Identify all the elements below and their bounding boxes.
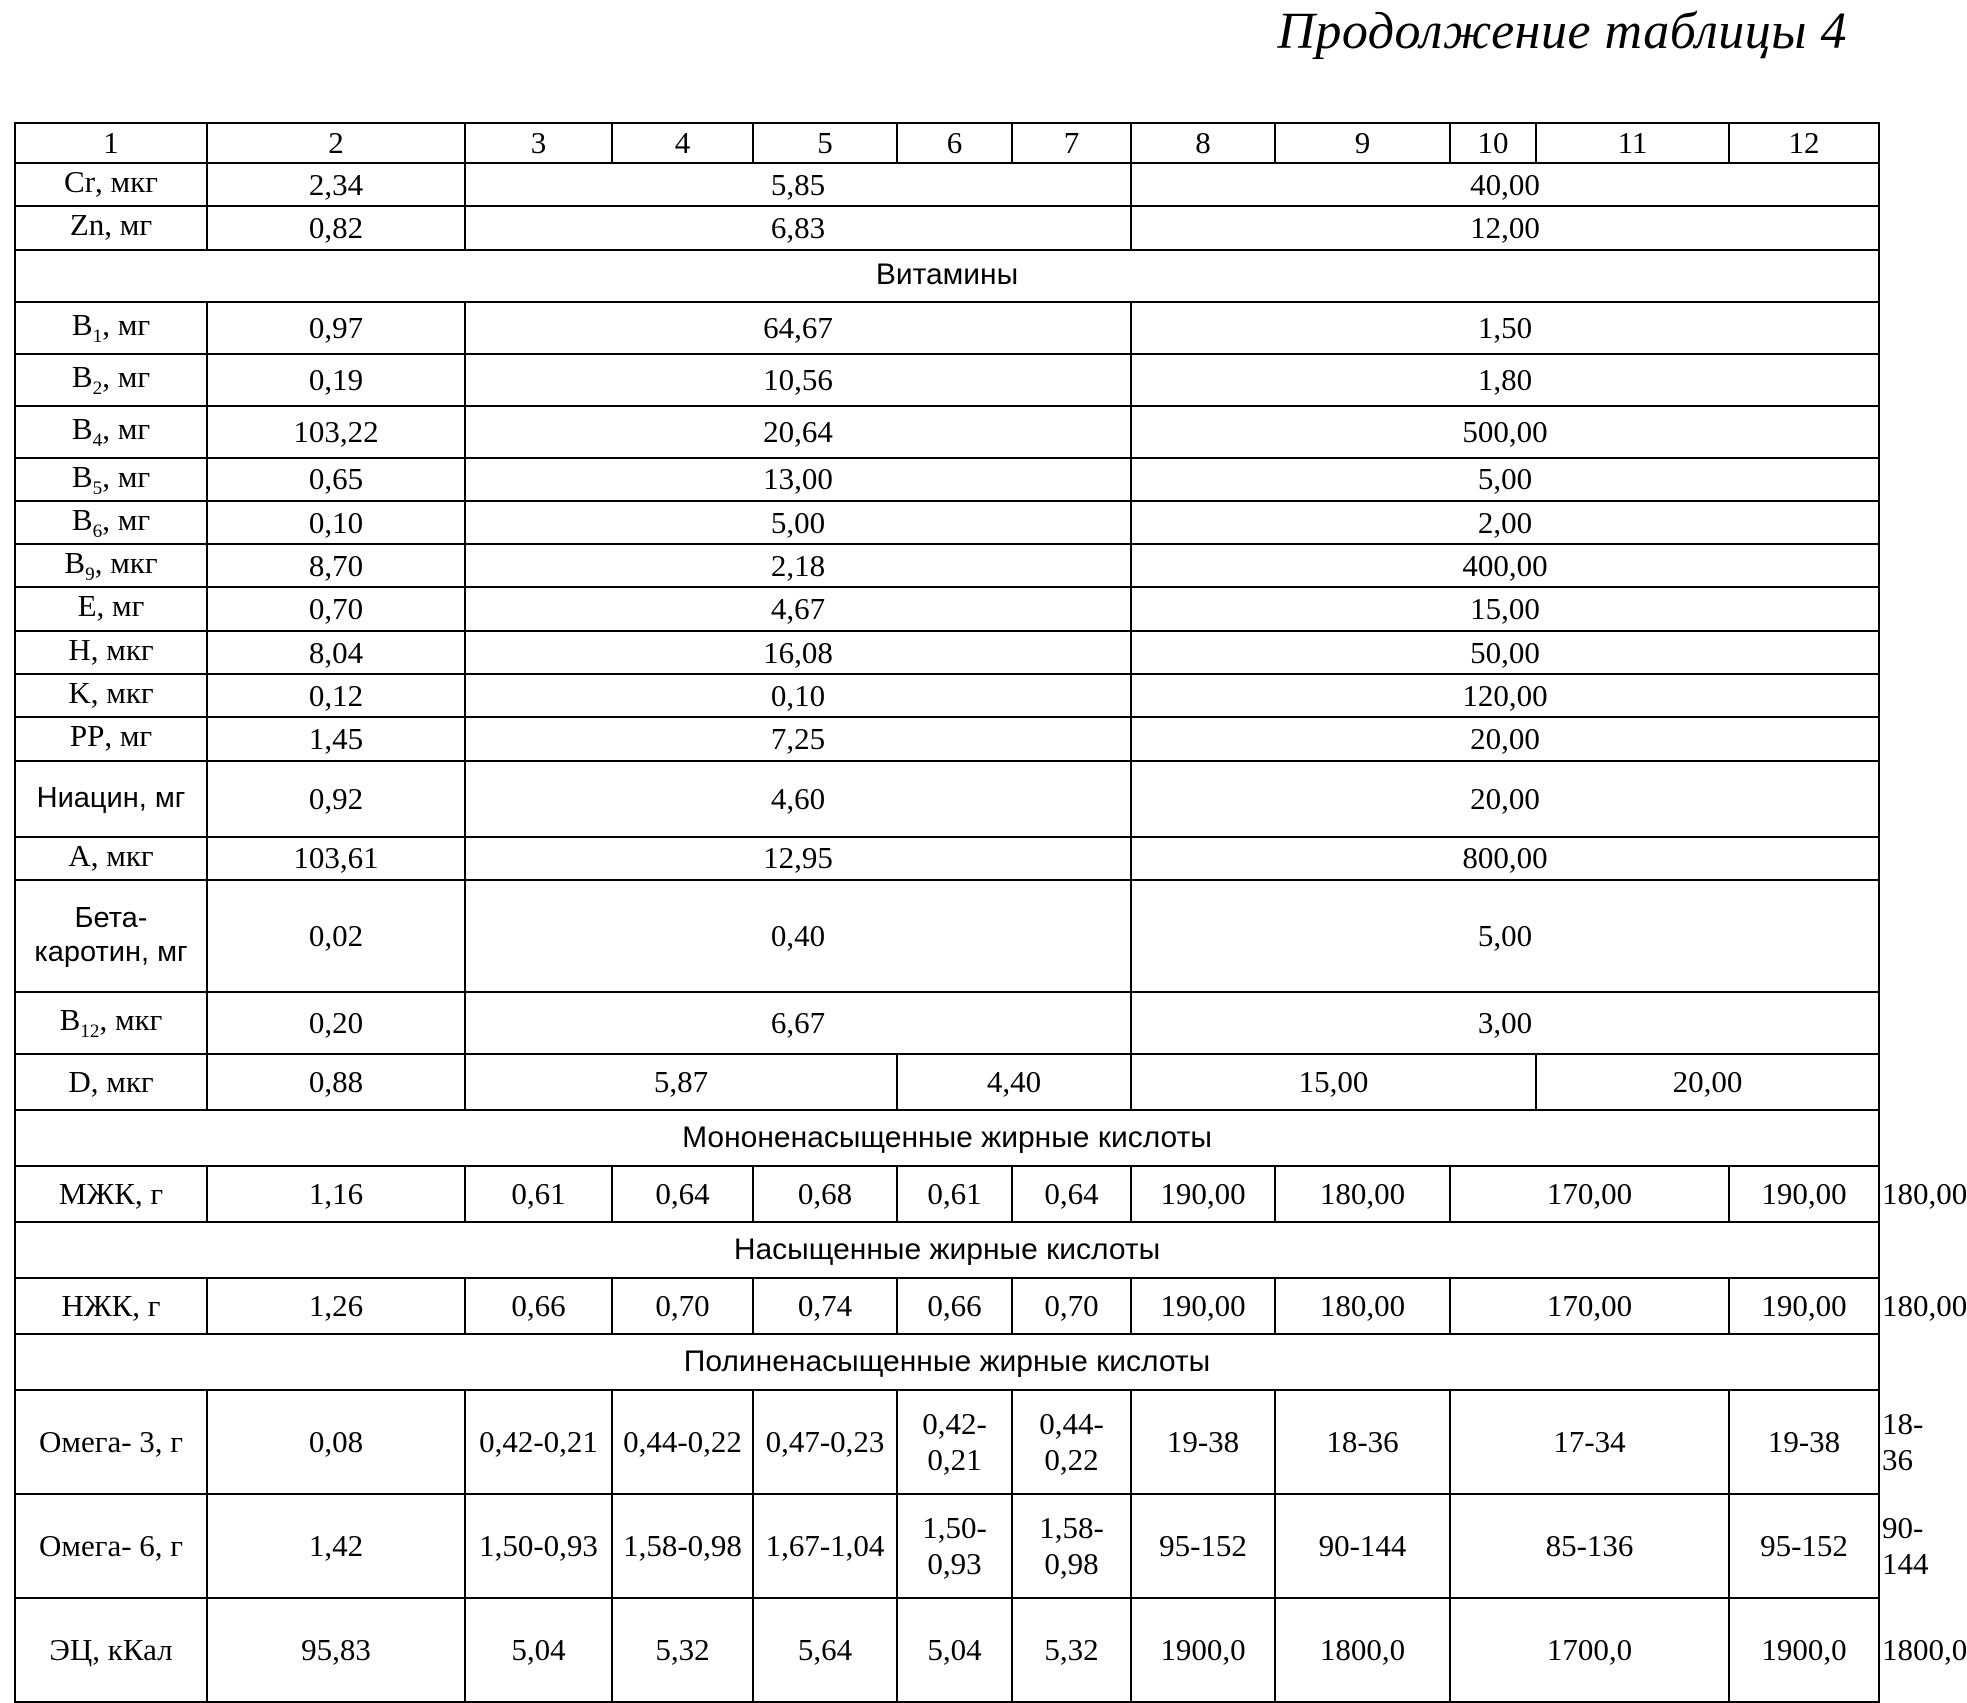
table-row-b12 — [15, 992, 1879, 1054]
cell: 0,64 — [612, 1166, 753, 1222]
cell-col8-12: 3,00 — [1131, 992, 1879, 1054]
row-label: B1, мг — [15, 302, 207, 354]
cell-col2: 103,22 — [207, 406, 465, 458]
cell-col2: 0,70 — [207, 587, 465, 630]
cell: 0,66 — [465, 1278, 612, 1334]
row-label: H, мкг — [15, 631, 207, 674]
cell: 1900,0 — [1729, 1598, 1879, 1702]
cell-col8-12: 5,00 — [1131, 880, 1879, 992]
row-label: B4, мг — [15, 406, 207, 458]
section-row-poly — [15, 1334, 1879, 1390]
cell-col3-5: 5,87 — [465, 1054, 897, 1110]
cell-col8-12: 40,00 — [1131, 163, 1879, 206]
section-row-vitamins — [15, 250, 1879, 302]
table-row-omega6: Омега- 6, г 1,42 1,50-0,93 1,58-0,98 1,67-1,04 1,50-0,93 1,58-0,98 95-152 90-144 85-136 95-152 90-144 — [15, 1494, 1879, 1598]
cell-col3-7: 4,67 — [465, 587, 1131, 630]
row-label: Бета-каротин, мг — [15, 880, 207, 992]
row-label: B12, мкг — [15, 992, 207, 1054]
row-label: B5, мг — [15, 458, 207, 501]
header-cell: 12 — [1729, 123, 1879, 163]
cell-col3-7: 20,64 — [465, 406, 1131, 458]
cell: 95-152 — [1729, 1494, 1879, 1598]
table-row-e — [15, 587, 1879, 630]
row-label: B2, мг — [15, 354, 207, 406]
cell-col8-12: 20,00 — [1131, 717, 1879, 760]
table-row-b4 — [15, 406, 1879, 458]
row-label: K, мкг — [15, 674, 207, 717]
row-label: Ниацин, мг — [15, 761, 207, 837]
cell: 1900,0 — [1131, 1598, 1275, 1702]
cell: 0,70 — [612, 1278, 753, 1334]
cell-col2: 8,04 — [207, 631, 465, 674]
table-row-mzk: МЖК, г 1,16 0,61 0,64 0,68 0,61 0,64 190,00 180,00 170,00 190,00 180,00 — [15, 1166, 1879, 1222]
cell-col2: 0,97 — [207, 302, 465, 354]
cell: 190,00 — [1131, 1166, 1275, 1222]
table-row-cr — [15, 163, 1879, 206]
cell-col2: 1,45 — [207, 717, 465, 760]
cell-col3-7: 10,56 — [465, 354, 1131, 406]
row-label: Zn, мг — [15, 206, 207, 249]
section-row-saturated — [15, 1222, 1879, 1278]
cell: 5,32 — [1012, 1598, 1131, 1702]
cell-col3-7: 64,67 — [465, 302, 1131, 354]
cell-col8-12: 120,00 — [1131, 674, 1879, 717]
cell: 5,04 — [465, 1598, 612, 1702]
header-cell: 1 — [15, 123, 207, 163]
cell-col8-12: 12,00 — [1131, 206, 1879, 249]
cell: 19-38 — [1131, 1390, 1275, 1494]
row-label: Cr, мкг — [15, 163, 207, 206]
cell-col3-7: 12,95 — [465, 837, 1131, 880]
table-row-b9 — [15, 544, 1879, 587]
cell: 1,26 — [207, 1278, 465, 1334]
row-label: НЖК, г — [15, 1278, 207, 1334]
cell-col2: 0,12 — [207, 674, 465, 717]
row-label: E, мг — [15, 587, 207, 630]
header-cell: 3 — [465, 123, 612, 163]
cell: 0,42-0,21 — [897, 1390, 1012, 1494]
cell-col3-7: 16,08 — [465, 631, 1131, 674]
section-title: Насыщенные жирные кислоты — [15, 1222, 1879, 1278]
header-cell: 2 — [207, 123, 465, 163]
cell: 90-144 — [1275, 1494, 1450, 1598]
cell: 1,50-0,93 — [897, 1494, 1012, 1598]
cell-col11-12: 20,00 — [1536, 1054, 1879, 1110]
cell-col2: 0,88 — [207, 1054, 465, 1110]
header-cell: 6 — [897, 123, 1012, 163]
cell-col8-12: 400,00 — [1131, 544, 1879, 587]
cell-col8-12: 50,00 — [1131, 631, 1879, 674]
cell: 0,61 — [465, 1166, 612, 1222]
cell-col3-7: 4,60 — [465, 761, 1131, 837]
table-row-d — [15, 1054, 1879, 1110]
table-row-k — [15, 674, 1879, 717]
header-cell: 9 — [1275, 123, 1450, 163]
cell: 0,42-0,21 — [465, 1390, 612, 1494]
cell: 180,00 — [1275, 1278, 1450, 1334]
cell: 1,16 — [207, 1166, 465, 1222]
header-cell: 5 — [753, 123, 897, 163]
row-label: D, мкг — [15, 1054, 207, 1110]
cell: 18-36 — [1275, 1390, 1450, 1494]
cell-col8-12: 1,80 — [1131, 354, 1879, 406]
table-row-omega3: Омега- 3, г 0,08 0,42-0,21 0,44-0,22 0,47-0,23 0,42-0,21 0,44-0,22 19-38 18-36 17-34 19-38 18-36 — [15, 1390, 1879, 1494]
cell: 0,66 — [897, 1278, 1012, 1334]
cell: 0,64 — [1012, 1166, 1131, 1222]
cell: 0,47-0,23 — [753, 1390, 897, 1494]
cell: 1,58-0,98 — [1012, 1494, 1131, 1598]
table-row-beta-carotene — [15, 880, 1879, 992]
cell: 1,50-0,93 — [465, 1494, 612, 1598]
table-caption: Продолжение таблицы 4 — [1277, 2, 1847, 61]
cell-col8-12: 20,00 — [1131, 761, 1879, 837]
cell: 190,00 — [1729, 1166, 1879, 1222]
section-title: Полиненасыщенные жирные кислоты — [15, 1334, 1879, 1390]
header-cell: 10 — [1450, 123, 1536, 163]
cell-col2: 0,02 — [207, 880, 465, 992]
header-cell: 4 — [612, 123, 753, 163]
table-row-b2 — [15, 354, 1879, 406]
cell: 0,70 — [1012, 1278, 1131, 1334]
table-row-niacin — [15, 761, 1879, 837]
cell-col3-7: 0,40 — [465, 880, 1131, 992]
cell-col2: 0,10 — [207, 501, 465, 544]
cell-col2: 8,70 — [207, 544, 465, 587]
cell-col2: 0,92 — [207, 761, 465, 837]
cell: 1,67-1,04 — [753, 1494, 897, 1598]
cell: 95,83 — [207, 1598, 465, 1702]
row-label: Омега- 3, г — [15, 1390, 207, 1494]
table-row-b6 — [15, 501, 1879, 544]
cell-col8-12: 2,00 — [1131, 501, 1879, 544]
row-label: МЖК, г — [15, 1166, 207, 1222]
cell-col3-7: 5,85 — [465, 163, 1131, 206]
table-row-zn — [15, 206, 1879, 249]
cell-col2: 0,20 — [207, 992, 465, 1054]
cell-col3-7: 2,18 — [465, 544, 1131, 587]
cell: 0,44-0,22 — [1012, 1390, 1131, 1494]
row-label: A, мкг — [15, 837, 207, 880]
cell: 1800,0 — [1275, 1598, 1450, 1702]
cell-col2: 0,82 — [207, 206, 465, 249]
row-label: ЭЦ, кКал — [15, 1598, 207, 1702]
cell-col3-7: 6,67 — [465, 992, 1131, 1054]
row-label: B9, мкг — [15, 544, 207, 587]
cell: 0,44-0,22 — [612, 1390, 753, 1494]
cell-col8-12: 5,00 — [1131, 458, 1879, 501]
cell: 95-152 — [1131, 1494, 1275, 1598]
cell-col2: 0,65 — [207, 458, 465, 501]
cell: 170,00 — [1450, 1166, 1729, 1222]
cell-col8-12: 1,50 — [1131, 302, 1879, 354]
cell-col2: 0,19 — [207, 354, 465, 406]
cell-col8-12: 800,00 — [1131, 837, 1879, 880]
row-label: PP, мг — [15, 717, 207, 760]
section-row-mono — [15, 1110, 1879, 1166]
row-label: Омега- 6, г — [15, 1494, 207, 1598]
cell-col3-7: 5,00 — [465, 501, 1131, 544]
cell-col3-7: 6,83 — [465, 206, 1131, 249]
cell-col8-12: 15,00 — [1131, 587, 1879, 630]
cell-col6-7: 4,40 — [897, 1054, 1131, 1110]
nutrition-table — [14, 122, 1880, 1703]
section-title: Мононенасыщенные жирные кислоты — [15, 1110, 1879, 1166]
row-label: B6, мг — [15, 501, 207, 544]
cell: 5,04 — [897, 1598, 1012, 1702]
header-cell: 7 — [1012, 123, 1131, 163]
cell: 5,64 — [753, 1598, 897, 1702]
cell: 170,00 — [1450, 1278, 1729, 1334]
cell-col3-7: 13,00 — [465, 458, 1131, 501]
section-title: Витамины — [15, 250, 1879, 302]
cell: 1,42 — [207, 1494, 465, 1598]
header-cell: 8 — [1131, 123, 1275, 163]
cell-col8-10: 15,00 — [1131, 1054, 1536, 1110]
cell: 190,00 — [1729, 1278, 1879, 1334]
cell: 17-34 — [1450, 1390, 1729, 1494]
cell-col2: 2,34 — [207, 163, 465, 206]
cell: 0,74 — [753, 1278, 897, 1334]
cell: 190,00 — [1131, 1278, 1275, 1334]
table-row-h — [15, 631, 1879, 674]
header-cell: 11 — [1536, 123, 1729, 163]
cell-col3-7: 0,10 — [465, 674, 1131, 717]
table-row-a — [15, 837, 1879, 880]
header-row — [15, 123, 1879, 163]
cell: 85-136 — [1450, 1494, 1729, 1598]
cell: 180,00 — [1275, 1166, 1450, 1222]
cell-col2: 103,61 — [207, 837, 465, 880]
cell: 0,08 — [207, 1390, 465, 1494]
cell-col3-7: 7,25 — [465, 717, 1131, 760]
cell: 0,61 — [897, 1166, 1012, 1222]
table-row-pp — [15, 717, 1879, 760]
table-row-ec: ЭЦ, кКал 95,83 5,04 5,32 5,64 5,04 5,32 1900,0 1800,0 1700,0 1900,0 1800,0 — [15, 1598, 1879, 1702]
cell-col8-12: 500,00 — [1131, 406, 1879, 458]
cell: 0,68 — [753, 1166, 897, 1222]
cell: 5,32 — [612, 1598, 753, 1702]
table-row-b1 — [15, 302, 1879, 354]
cell: 19-38 — [1729, 1390, 1879, 1494]
cell: 1,58-0,98 — [612, 1494, 753, 1598]
table-row-nzk: НЖК, г 1,26 0,66 0,70 0,74 0,66 0,70 190,00 180,00 170,00 190,00 180,00 — [15, 1278, 1879, 1334]
cell: 1700,0 — [1450, 1598, 1729, 1702]
table-row-b5 — [15, 458, 1879, 501]
